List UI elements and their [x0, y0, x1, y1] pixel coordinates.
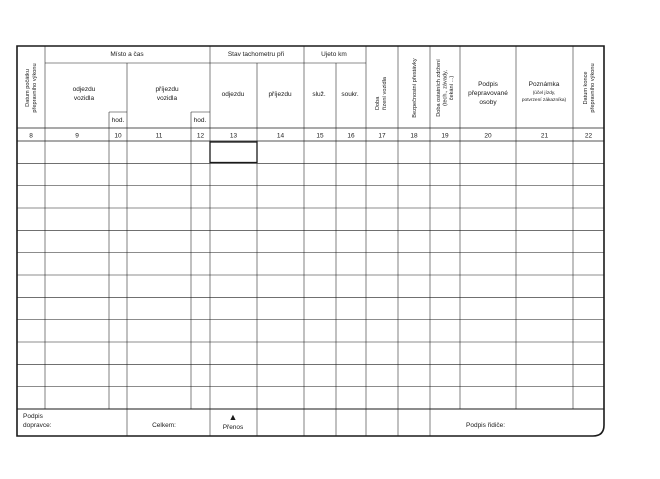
table-rows	[17, 141, 604, 409]
column-number: 8	[29, 132, 33, 140]
header-doba-zdrzeni-2: (tech., závady,	[442, 70, 449, 106]
table-row[interactable]	[17, 275, 604, 297]
column-number: 18	[410, 132, 418, 140]
footer-celkem: Celkem:	[152, 422, 176, 429]
column-number: 10	[114, 132, 122, 140]
column-number: 16	[347, 132, 355, 140]
header-podpis-osoby: Podpis	[478, 81, 498, 88]
header-doba-rizeni: Doba	[375, 96, 381, 110]
table-row[interactable]	[17, 230, 604, 252]
group-tachometr: Stav tachometru při	[227, 51, 285, 58]
table-row[interactable]	[17, 208, 604, 230]
table-row[interactable]	[17, 320, 604, 342]
column-number: 21	[540, 132, 549, 140]
header-odjezdu-vozidla: odjezdu	[72, 86, 96, 93]
column-number: 20	[484, 132, 492, 140]
table-row[interactable]	[17, 342, 604, 364]
column-number-row	[29, 133, 592, 140]
header-bezpecnostni-prestavky: Bezpečnostní přestávky	[412, 58, 418, 118]
table-row[interactable]	[17, 387, 604, 409]
header-tacho-odjezdu: odjezdu	[221, 91, 245, 98]
header-poznamka-2: (účel jízdy,	[532, 91, 556, 96]
column-number: 15	[316, 132, 324, 140]
header-poznamka: Poznámka	[528, 81, 560, 88]
table-row[interactable]	[17, 163, 604, 185]
header-datum-konce: Datum konce	[583, 71, 589, 105]
group-ujeto: Ujeto km	[321, 51, 347, 58]
column-number: 17	[378, 132, 386, 140]
column-number: 11	[155, 132, 163, 140]
column-number: 14	[276, 132, 285, 140]
header-datum-pocatku-2: přepravního výkonu	[32, 63, 38, 113]
header-sluz: služ.	[312, 91, 326, 98]
header-datum-pocatku: Datum počátku	[25, 69, 31, 107]
column-number: 22	[584, 132, 593, 140]
table-row[interactable]	[17, 364, 604, 386]
footer-podpis-dopravce: Podpis	[23, 413, 43, 420]
header-doba-zdrzeni-3: čekání ...)	[449, 75, 455, 101]
header-poznamka-3: potvrzení zákazníka)	[521, 98, 567, 103]
header-datum-konce-2: přepravního výkonu	[590, 63, 596, 113]
header-podpis-osoby-2: přepravované	[468, 90, 508, 97]
header-doba-zdrzeni: Doba ostatních zdržení	[436, 59, 442, 117]
table-row[interactable]	[17, 297, 604, 319]
column-number: 19	[441, 132, 449, 140]
header-doba-rizeni-2: řízení vozidla	[382, 77, 388, 110]
header-soukr: soukr.	[341, 91, 359, 98]
footer-podpis-ridice: Podpis řidiče:	[466, 422, 506, 429]
header-prijezdu-vozidla-2: vozidla	[156, 95, 178, 102]
header-hod-prijezd: hod.	[193, 117, 207, 124]
footer-podpis-dopravce-2: dopravce:	[23, 422, 52, 429]
header-tacho-prijezdu: příjezdu	[268, 91, 292, 98]
column-number: 9	[75, 132, 79, 140]
header-podpis-osoby-3: osoby	[479, 99, 497, 106]
table-row[interactable]	[17, 186, 604, 208]
header-hod-odjezd: hod.	[111, 117, 125, 124]
column-number: 13	[229, 132, 238, 140]
table-row[interactable]	[17, 253, 604, 275]
header-prijezdu-vozidla: příjezdu	[155, 86, 179, 93]
header-odjezdu-vozidla-2: vozidla	[73, 95, 95, 102]
footer-prenos: Přenos	[222, 424, 244, 431]
column-number: 12	[196, 132, 205, 140]
up-arrow-icon: ▲	[228, 412, 238, 422]
group-misto-cas: Místo a čas	[110, 51, 144, 58]
table-row[interactable]	[17, 141, 604, 163]
